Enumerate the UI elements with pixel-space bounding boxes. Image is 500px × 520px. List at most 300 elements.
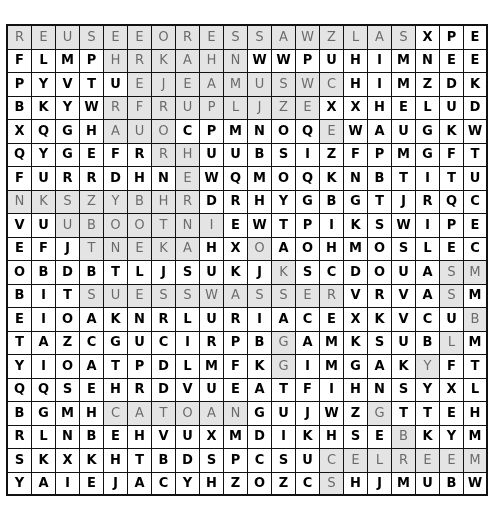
grid-cell[interactable]: T bbox=[80, 238, 104, 262]
grid-cell[interactable]: U bbox=[320, 50, 344, 74]
grid-cell[interactable]: H bbox=[200, 473, 224, 497]
grid-cell[interactable]: D bbox=[200, 191, 224, 215]
grid-cell[interactable]: X bbox=[224, 238, 248, 262]
grid-cell[interactable]: B bbox=[128, 191, 152, 215]
grid-cell[interactable]: O bbox=[272, 120, 296, 144]
grid-cell[interactable]: R bbox=[152, 308, 176, 332]
grid-cell[interactable]: E bbox=[392, 97, 416, 121]
grid-cell[interactable]: T bbox=[392, 402, 416, 426]
grid-cell[interactable]: O bbox=[272, 167, 296, 191]
grid-cell[interactable]: A bbox=[128, 402, 152, 426]
grid-cell[interactable]: B bbox=[464, 308, 488, 332]
grid-cell[interactable]: G bbox=[296, 191, 320, 215]
grid-cell[interactable]: I bbox=[296, 355, 320, 379]
grid-cell[interactable]: L bbox=[32, 50, 56, 74]
grid-cell[interactable]: R bbox=[416, 191, 440, 215]
grid-cell[interactable]: L bbox=[224, 97, 248, 121]
grid-cell[interactable]: Y bbox=[416, 379, 440, 403]
grid-cell[interactable]: E bbox=[128, 285, 152, 309]
grid-cell[interactable]: C bbox=[320, 261, 344, 285]
grid-cell[interactable]: S bbox=[56, 379, 80, 403]
grid-cell[interactable]: K bbox=[32, 97, 56, 121]
grid-cell[interactable]: E bbox=[128, 73, 152, 97]
grid-cell[interactable]: H bbox=[176, 144, 200, 168]
grid-cell[interactable]: D bbox=[56, 261, 80, 285]
grid-cell[interactable]: P bbox=[80, 50, 104, 74]
grid-cell[interactable]: U bbox=[224, 144, 248, 168]
grid-cell[interactable]: M bbox=[392, 73, 416, 97]
grid-cell[interactable]: X bbox=[200, 426, 224, 450]
grid-cell[interactable]: N bbox=[8, 191, 32, 215]
grid-cell[interactable]: J bbox=[152, 73, 176, 97]
grid-cell[interactable]: E bbox=[224, 214, 248, 238]
grid-cell[interactable]: C bbox=[176, 120, 200, 144]
grid-cell[interactable]: W bbox=[296, 26, 320, 50]
grid-cell[interactable]: U bbox=[296, 449, 320, 473]
grid-cell[interactable]: F bbox=[440, 144, 464, 168]
grid-cell[interactable]: M bbox=[224, 426, 248, 450]
grid-cell[interactable]: S bbox=[272, 73, 296, 97]
grid-cell[interactable]: R bbox=[152, 97, 176, 121]
grid-cell[interactable]: A bbox=[224, 285, 248, 309]
grid-cell[interactable]: V bbox=[176, 379, 200, 403]
grid-cell[interactable]: Q bbox=[8, 144, 32, 168]
grid-cell[interactable]: H bbox=[368, 97, 392, 121]
grid-cell[interactable]: W bbox=[296, 73, 320, 97]
grid-cell[interactable]: H bbox=[344, 73, 368, 97]
grid-cell[interactable]: E bbox=[416, 449, 440, 473]
grid-cell[interactable]: P bbox=[8, 73, 32, 97]
grid-cell[interactable]: S bbox=[320, 473, 344, 497]
grid-cell[interactable]: K bbox=[368, 308, 392, 332]
grid-cell[interactable]: W bbox=[344, 120, 368, 144]
grid-cell[interactable]: D bbox=[152, 379, 176, 403]
grid-cell[interactable]: O bbox=[296, 238, 320, 262]
grid-cell[interactable]: K bbox=[440, 120, 464, 144]
grid-cell[interactable]: I bbox=[416, 167, 440, 191]
grid-cell[interactable]: O bbox=[176, 402, 200, 426]
grid-cell[interactable]: U bbox=[128, 332, 152, 356]
grid-cell[interactable]: J bbox=[56, 238, 80, 262]
grid-cell[interactable]: O bbox=[128, 214, 152, 238]
grid-cell[interactable]: Y bbox=[32, 73, 56, 97]
grid-cell[interactable]: E bbox=[128, 238, 152, 262]
grid-cell[interactable]: Q bbox=[32, 379, 56, 403]
grid-cell[interactable]: M bbox=[392, 144, 416, 168]
grid-cell[interactable]: W bbox=[248, 50, 272, 74]
grid-cell[interactable]: L bbox=[176, 308, 200, 332]
grid-cell[interactable]: U bbox=[176, 426, 200, 450]
grid-cell[interactable]: M bbox=[320, 355, 344, 379]
grid-cell[interactable]: O bbox=[104, 214, 128, 238]
grid-cell[interactable]: B bbox=[80, 261, 104, 285]
grid-cell[interactable]: E bbox=[176, 73, 200, 97]
grid-cell[interactable]: O bbox=[248, 473, 272, 497]
grid-cell[interactable]: F bbox=[344, 144, 368, 168]
grid-cell[interactable]: S bbox=[152, 285, 176, 309]
grid-cell[interactable]: Y bbox=[32, 144, 56, 168]
grid-cell[interactable]: U bbox=[392, 261, 416, 285]
grid-cell[interactable]: M bbox=[320, 332, 344, 356]
grid-cell[interactable]: K bbox=[296, 426, 320, 450]
grid-cell[interactable]: V bbox=[152, 426, 176, 450]
grid-cell[interactable]: E bbox=[200, 26, 224, 50]
grid-cell[interactable]: G bbox=[416, 144, 440, 168]
grid-cell[interactable]: M bbox=[224, 73, 248, 97]
grid-cell[interactable]: S bbox=[176, 261, 200, 285]
grid-cell[interactable]: Z bbox=[344, 402, 368, 426]
grid-cell[interactable]: E bbox=[320, 308, 344, 332]
grid-cell[interactable]: P bbox=[200, 120, 224, 144]
grid-cell[interactable]: E bbox=[104, 426, 128, 450]
grid-cell[interactable]: N bbox=[224, 50, 248, 74]
grid-cell[interactable]: B bbox=[368, 167, 392, 191]
grid-cell[interactable]: D bbox=[104, 167, 128, 191]
grid-cell[interactable]: T bbox=[272, 214, 296, 238]
grid-cell[interactable]: O bbox=[368, 261, 392, 285]
grid-cell[interactable]: Z bbox=[320, 26, 344, 50]
grid-cell[interactable]: I bbox=[296, 144, 320, 168]
grid-cell[interactable]: O bbox=[368, 238, 392, 262]
grid-cell[interactable]: K bbox=[272, 261, 296, 285]
grid-cell[interactable]: S bbox=[56, 191, 80, 215]
grid-cell[interactable]: A bbox=[128, 473, 152, 497]
grid-cell[interactable]: Y bbox=[104, 191, 128, 215]
grid-cell[interactable]: W bbox=[392, 214, 416, 238]
grid-cell[interactable]: K bbox=[152, 238, 176, 262]
grid-cell[interactable]: M bbox=[464, 332, 488, 356]
grid-cell[interactable]: A bbox=[272, 26, 296, 50]
grid-cell[interactable]: E bbox=[128, 26, 152, 50]
grid-cell[interactable]: B bbox=[8, 97, 32, 121]
grid-cell[interactable]: M bbox=[392, 50, 416, 74]
grid-cell[interactable]: B bbox=[416, 332, 440, 356]
grid-cell[interactable]: A bbox=[272, 238, 296, 262]
grid-cell[interactable]: L bbox=[128, 261, 152, 285]
grid-cell[interactable]: E bbox=[224, 379, 248, 403]
grid-cell[interactable]: I bbox=[368, 50, 392, 74]
grid-cell[interactable]: P bbox=[440, 26, 464, 50]
grid-cell[interactable]: K bbox=[32, 191, 56, 215]
grid-cell[interactable]: S bbox=[224, 26, 248, 50]
grid-cell[interactable]: E bbox=[80, 379, 104, 403]
grid-cell[interactable]: G bbox=[248, 402, 272, 426]
grid-cell[interactable]: U bbox=[464, 167, 488, 191]
grid-cell[interactable]: H bbox=[104, 379, 128, 403]
grid-cell[interactable]: E bbox=[8, 308, 32, 332]
grid-cell[interactable]: X bbox=[320, 97, 344, 121]
grid-cell[interactable]: G bbox=[368, 402, 392, 426]
grid-cell[interactable]: J bbox=[248, 97, 272, 121]
grid-cell[interactable]: X bbox=[56, 449, 80, 473]
grid-cell[interactable]: C bbox=[152, 473, 176, 497]
grid-cell[interactable]: F bbox=[32, 238, 56, 262]
grid-cell[interactable]: M bbox=[464, 285, 488, 309]
grid-cell[interactable]: C bbox=[80, 332, 104, 356]
grid-cell[interactable]: S bbox=[272, 449, 296, 473]
grid-cell[interactable]: M bbox=[200, 355, 224, 379]
grid-cell[interactable]: A bbox=[80, 308, 104, 332]
grid-cell[interactable]: T bbox=[368, 191, 392, 215]
grid-cell[interactable]: P bbox=[224, 332, 248, 356]
grid-cell[interactable]: Q bbox=[224, 167, 248, 191]
grid-cell[interactable]: M bbox=[344, 238, 368, 262]
grid-cell[interactable]: U bbox=[272, 402, 296, 426]
grid-cell[interactable]: K bbox=[248, 355, 272, 379]
grid-cell[interactable]: H bbox=[320, 426, 344, 450]
grid-cell[interactable]: U bbox=[32, 214, 56, 238]
grid-cell[interactable]: A bbox=[176, 238, 200, 262]
grid-cell[interactable]: H bbox=[344, 473, 368, 497]
grid-cell[interactable]: J bbox=[248, 261, 272, 285]
grid-cell[interactable]: A bbox=[416, 261, 440, 285]
grid-cell[interactable]: X bbox=[416, 26, 440, 50]
grid-cell[interactable]: U bbox=[104, 73, 128, 97]
grid-cell[interactable]: S bbox=[272, 144, 296, 168]
grid-cell[interactable]: M bbox=[464, 261, 488, 285]
grid-cell[interactable]: E bbox=[344, 449, 368, 473]
grid-cell[interactable]: S bbox=[248, 26, 272, 50]
grid-cell[interactable]: K bbox=[320, 167, 344, 191]
grid-cell[interactable]: D bbox=[344, 261, 368, 285]
grid-cell[interactable]: S bbox=[248, 285, 272, 309]
grid-cell[interactable]: A bbox=[176, 50, 200, 74]
grid-cell[interactable]: H bbox=[200, 238, 224, 262]
grid-cell[interactable]: R bbox=[368, 285, 392, 309]
grid-cell[interactable]: A bbox=[368, 120, 392, 144]
grid-cell[interactable]: R bbox=[128, 144, 152, 168]
grid-cell[interactable]: I bbox=[56, 473, 80, 497]
grid-cell[interactable]: V bbox=[392, 308, 416, 332]
grid-cell[interactable]: T bbox=[152, 214, 176, 238]
grid-cell[interactable]: T bbox=[152, 402, 176, 426]
grid-cell[interactable]: S bbox=[8, 449, 32, 473]
grid-cell[interactable]: V bbox=[8, 214, 32, 238]
grid-cell[interactable]: D bbox=[248, 426, 272, 450]
grid-cell[interactable]: I bbox=[368, 73, 392, 97]
grid-cell[interactable]: I bbox=[32, 285, 56, 309]
grid-cell[interactable]: P bbox=[296, 214, 320, 238]
grid-cell[interactable]: O bbox=[152, 120, 176, 144]
grid-cell[interactable]: Z bbox=[416, 73, 440, 97]
grid-cell[interactable]: B bbox=[152, 449, 176, 473]
grid-cell[interactable]: R bbox=[8, 26, 32, 50]
grid-cell[interactable]: S bbox=[440, 285, 464, 309]
grid-cell[interactable]: C bbox=[248, 449, 272, 473]
grid-cell[interactable]: G bbox=[104, 332, 128, 356]
grid-cell[interactable]: S bbox=[200, 449, 224, 473]
grid-cell[interactable]: R bbox=[224, 191, 248, 215]
grid-cell[interactable]: K bbox=[80, 449, 104, 473]
grid-cell[interactable]: B bbox=[320, 191, 344, 215]
grid-cell[interactable]: B bbox=[440, 473, 464, 497]
grid-cell[interactable]: D bbox=[152, 355, 176, 379]
grid-cell[interactable]: H bbox=[200, 50, 224, 74]
grid-cell[interactable]: N bbox=[416, 50, 440, 74]
grid-cell[interactable]: M bbox=[224, 120, 248, 144]
grid-cell[interactable]: L bbox=[416, 97, 440, 121]
grid-cell[interactable]: E bbox=[440, 402, 464, 426]
grid-cell[interactable]: F bbox=[104, 144, 128, 168]
grid-cell[interactable]: U bbox=[32, 167, 56, 191]
grid-cell[interactable]: U bbox=[200, 308, 224, 332]
grid-cell[interactable]: R bbox=[56, 167, 80, 191]
grid-cell[interactable]: L bbox=[464, 379, 488, 403]
grid-cell[interactable]: K bbox=[392, 355, 416, 379]
grid-cell[interactable]: H bbox=[344, 379, 368, 403]
grid-cell[interactable]: N bbox=[152, 167, 176, 191]
grid-cell[interactable]: J bbox=[152, 261, 176, 285]
grid-cell[interactable]: C bbox=[464, 238, 488, 262]
grid-cell[interactable]: Y bbox=[272, 191, 296, 215]
grid-cell[interactable]: Y bbox=[440, 426, 464, 450]
grid-cell[interactable]: Y bbox=[56, 97, 80, 121]
grid-cell[interactable]: H bbox=[344, 50, 368, 74]
grid-cell[interactable]: G bbox=[344, 355, 368, 379]
grid-cell[interactable]: E bbox=[368, 426, 392, 450]
grid-cell[interactable]: T bbox=[440, 167, 464, 191]
grid-cell[interactable]: S bbox=[296, 261, 320, 285]
grid-cell[interactable]: T bbox=[272, 379, 296, 403]
grid-cell[interactable]: G bbox=[416, 120, 440, 144]
grid-cell[interactable]: H bbox=[128, 167, 152, 191]
grid-cell[interactable]: U bbox=[248, 73, 272, 97]
grid-cell[interactable]: T bbox=[104, 261, 128, 285]
grid-cell[interactable]: U bbox=[56, 214, 80, 238]
grid-cell[interactable]: F bbox=[8, 50, 32, 74]
grid-cell[interactable]: N bbox=[128, 308, 152, 332]
grid-cell[interactable]: M bbox=[464, 449, 488, 473]
grid-cell[interactable]: N bbox=[368, 379, 392, 403]
grid-cell[interactable]: R bbox=[176, 191, 200, 215]
grid-cell[interactable]: E bbox=[104, 26, 128, 50]
grid-cell[interactable]: Z bbox=[80, 191, 104, 215]
grid-cell[interactable]: M bbox=[56, 50, 80, 74]
grid-cell[interactable]: T bbox=[104, 355, 128, 379]
grid-cell[interactable]: Q bbox=[296, 167, 320, 191]
grid-cell[interactable]: Y bbox=[176, 473, 200, 497]
grid-cell[interactable]: C bbox=[104, 402, 128, 426]
grid-cell[interactable]: B bbox=[392, 426, 416, 450]
grid-cell[interactable]: L bbox=[32, 426, 56, 450]
grid-cell[interactable]: X bbox=[440, 379, 464, 403]
grid-cell[interactable]: T bbox=[56, 285, 80, 309]
grid-cell[interactable]: K bbox=[152, 50, 176, 74]
grid-cell[interactable]: A bbox=[104, 120, 128, 144]
grid-cell[interactable]: R bbox=[80, 167, 104, 191]
grid-cell[interactable]: R bbox=[152, 144, 176, 168]
grid-cell[interactable]: L bbox=[440, 332, 464, 356]
grid-cell[interactable]: A bbox=[248, 379, 272, 403]
grid-cell[interactable]: U bbox=[440, 97, 464, 121]
grid-cell[interactable]: I bbox=[416, 214, 440, 238]
grid-cell[interactable]: K bbox=[224, 261, 248, 285]
grid-cell[interactable]: C bbox=[416, 308, 440, 332]
grid-cell[interactable]: E bbox=[440, 50, 464, 74]
grid-cell[interactable]: T bbox=[464, 355, 488, 379]
grid-cell[interactable]: I bbox=[320, 214, 344, 238]
grid-cell[interactable]: M bbox=[392, 473, 416, 497]
grid-cell[interactable]: U bbox=[176, 97, 200, 121]
grid-cell[interactable]: S bbox=[80, 285, 104, 309]
grid-cell[interactable]: T bbox=[392, 167, 416, 191]
grid-cell[interactable]: W bbox=[80, 97, 104, 121]
grid-cell[interactable]: P bbox=[296, 50, 320, 74]
grid-cell[interactable]: A bbox=[32, 473, 56, 497]
grid-cell[interactable]: H bbox=[464, 402, 488, 426]
grid-cell[interactable]: N bbox=[104, 238, 128, 262]
grid-cell[interactable]: G bbox=[272, 355, 296, 379]
grid-cell[interactable]: R bbox=[128, 379, 152, 403]
grid-cell[interactable]: Q bbox=[8, 379, 32, 403]
grid-cell[interactable]: A bbox=[80, 355, 104, 379]
grid-cell[interactable]: E bbox=[440, 449, 464, 473]
grid-cell[interactable]: S bbox=[392, 26, 416, 50]
grid-cell[interactable]: T bbox=[128, 449, 152, 473]
grid-cell[interactable]: Z bbox=[272, 97, 296, 121]
grid-cell[interactable]: W bbox=[200, 285, 224, 309]
grid-cell[interactable]: K bbox=[344, 332, 368, 356]
grid-cell[interactable]: Q bbox=[296, 120, 320, 144]
grid-cell[interactable]: R bbox=[392, 449, 416, 473]
grid-cell[interactable]: F bbox=[8, 167, 32, 191]
grid-cell[interactable]: S bbox=[344, 426, 368, 450]
grid-cell[interactable]: U bbox=[200, 144, 224, 168]
grid-cell[interactable]: N bbox=[224, 402, 248, 426]
grid-cell[interactable]: A bbox=[32, 332, 56, 356]
grid-cell[interactable]: K bbox=[416, 426, 440, 450]
grid-cell[interactable]: L bbox=[344, 26, 368, 50]
grid-cell[interactable]: X bbox=[344, 308, 368, 332]
grid-cell[interactable]: O bbox=[152, 26, 176, 50]
grid-cell[interactable]: W bbox=[464, 473, 488, 497]
grid-cell[interactable]: S bbox=[368, 332, 392, 356]
grid-cell[interactable]: K bbox=[344, 214, 368, 238]
grid-cell[interactable]: E bbox=[296, 285, 320, 309]
grid-cell[interactable]: D bbox=[176, 449, 200, 473]
grid-cell[interactable]: T bbox=[464, 144, 488, 168]
grid-cell[interactable]: T bbox=[416, 402, 440, 426]
grid-cell[interactable]: P bbox=[368, 144, 392, 168]
grid-cell[interactable]: O bbox=[248, 238, 272, 262]
grid-cell[interactable]: L bbox=[416, 238, 440, 262]
grid-cell[interactable]: O bbox=[56, 355, 80, 379]
grid-cell[interactable]: E bbox=[176, 167, 200, 191]
grid-cell[interactable]: S bbox=[392, 238, 416, 262]
grid-cell[interactable]: Y bbox=[8, 355, 32, 379]
grid-cell[interactable]: L bbox=[176, 355, 200, 379]
grid-cell[interactable]: H bbox=[152, 191, 176, 215]
grid-cell[interactable]: B bbox=[32, 261, 56, 285]
grid-cell[interactable]: K bbox=[104, 308, 128, 332]
grid-cell[interactable]: X bbox=[344, 97, 368, 121]
grid-cell[interactable]: H bbox=[80, 402, 104, 426]
grid-cell[interactable]: B bbox=[80, 214, 104, 238]
grid-cell[interactable]: I bbox=[176, 332, 200, 356]
grid-cell[interactable]: A bbox=[296, 332, 320, 356]
grid-cell[interactable]: A bbox=[200, 73, 224, 97]
grid-cell[interactable]: P bbox=[440, 214, 464, 238]
grid-cell[interactable]: W bbox=[464, 120, 488, 144]
grid-cell[interactable]: P bbox=[128, 355, 152, 379]
grid-cell[interactable]: U bbox=[200, 379, 224, 403]
grid-cell[interactable]: C bbox=[320, 73, 344, 97]
grid-cell[interactable]: H bbox=[128, 426, 152, 450]
grid-cell[interactable]: N bbox=[344, 167, 368, 191]
grid-cell[interactable]: Z bbox=[320, 144, 344, 168]
grid-cell[interactable]: H bbox=[80, 120, 104, 144]
grid-cell[interactable]: Y bbox=[8, 473, 32, 497]
